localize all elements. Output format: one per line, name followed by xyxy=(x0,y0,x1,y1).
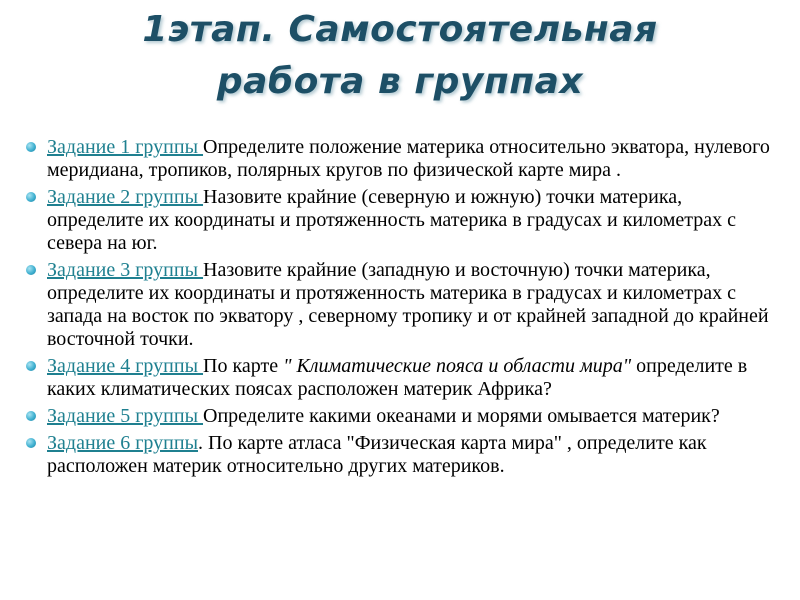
task-label-3: Задание 3 группы xyxy=(47,259,204,281)
task-text-2: Назовите крайние (северную и южную) точки материка, определите их координаты и протяженность материка в градусах и километрах с севера на юг. xyxy=(47,186,737,254)
task-label-6: Задание 6 группы xyxy=(47,432,199,454)
bullet-icon xyxy=(26,411,36,421)
task-label-2: Задание 2 группы xyxy=(47,186,204,208)
bullet-icon xyxy=(26,438,36,448)
task-item-1 xyxy=(22,136,782,182)
bullet-icon xyxy=(26,361,36,371)
task-label-1: Задание 1 группы xyxy=(47,136,204,158)
task-text-3: Назовите крайние (западную и восточную) точки материка, определите их координаты и протяженность материка в градусах и километрах с запада на восток по экватору , северному тропику и от крайней западной до крайней восточной точки. xyxy=(47,259,769,350)
task-text-6: . По карте атласа "Физическая карта мира" , определите как расположен материк относительно других материков. xyxy=(47,432,707,477)
bullet-icon xyxy=(26,142,36,152)
slide-title xyxy=(0,0,800,122)
bullet-icon xyxy=(26,192,36,202)
task-text-4-after: определите в каких климатических поясах расположен материк Африка? xyxy=(47,355,748,400)
title-line-2: работа в группах xyxy=(216,61,584,102)
task-text-1: Определите положение материка относительно экватора, нулевого меридиана, тропиков, полярных кругов по физической карте мира . xyxy=(47,136,770,181)
bullet-icon xyxy=(26,265,36,275)
task-item-5 xyxy=(22,405,782,428)
task-item-3 xyxy=(22,259,782,351)
task-text-4-map-name: " Климатические пояса и области мира" xyxy=(283,355,632,377)
task-text-4-before: По карте xyxy=(203,355,284,377)
task-item-6 xyxy=(22,432,782,478)
task-label-5: Задание 5 группы xyxy=(47,405,204,427)
task-item-2 xyxy=(22,186,782,255)
task-text-5: Определите какими океанами и морями омывается материк? xyxy=(203,405,720,427)
task-label-4: Задание 4 группы xyxy=(47,355,204,377)
task-list xyxy=(22,136,782,482)
task-item-4 xyxy=(22,355,782,401)
title-line-1: 1этап. Самостоятельная xyxy=(142,9,658,50)
